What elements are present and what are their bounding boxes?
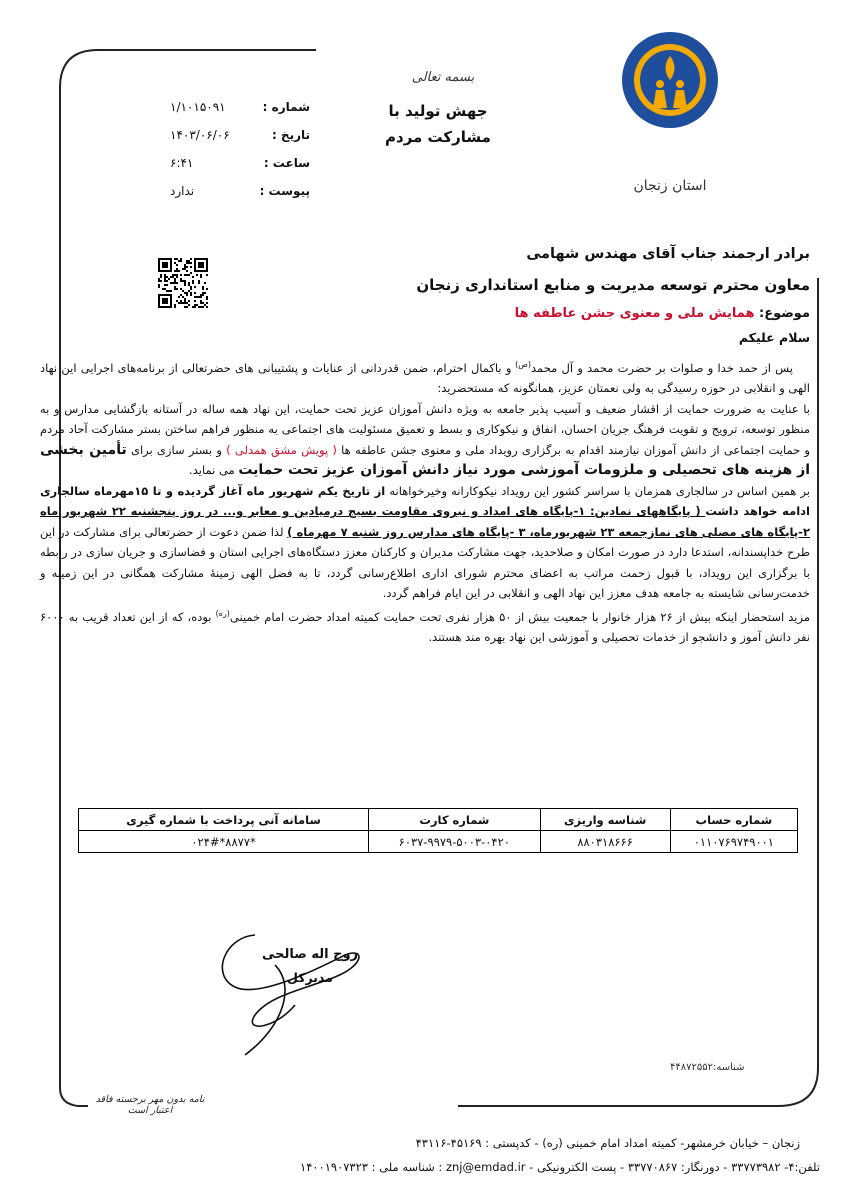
meta-date: تاریخ : ۱۴۰۳/۰۶/۰۶ [170,128,310,142]
validity-note: نامه بدون مهر برجسته فاقد اعتبار است [95,1094,205,1116]
paragraph-support: با عنایت به ضرورت حمایت از اقشار ضعیف و آسیب پذیر جامعه به ویژه دانش آموزان عزیز تحت حمایت، این نهاد همه ساله در آستانه بازگشایی مدارس و به منظور توسعه، ترویج و تقویت فرهنگ جریان احسان، انفاق و نیکوکاری و بسط و تعمیق مسئولیت های اجتماعی به منظور فراهم ساختن بستر مشارکت آحاد مردم و حمایت اجتماعی از دانش آموزان نیازمند اقدام به برگزاری رویداد ملی و معنوی جشن عاطفه ها ( پویش مشق همدلی ) و بستر سازی برای تأمین بخشی از هزینه های تحصیلی و ملزومات آموزشی مورد نیاز دانش آموزان عزیز تحت حمایت می نماید. [40,401,810,479]
emdad-logo [620,30,720,130]
subject-line: موضوع: همایش ملی و معنوی جشن عاطفه ها [514,306,810,321]
addressee-title: معاون محترم توسعه مدیریت و منابع استانداری زنجان [416,276,810,294]
letter-body [40,355,810,648]
signatory-name: روح اله صالحی [261,947,359,962]
payment-table [78,808,798,853]
account-number: ۰۱۱۰۷۶۹۷۴۹۰۰۱ [670,831,797,853]
paragraph-intro: پس از حمد خدا و صلوات بر حضرت محمد و آل محمد$^{(ص)}$ و باکمال احترام، ضمن قدردانی از عنایات و پشتیبانی های حضرتعالی از برنامه‌های اجرایی این نهاد الهی و انقلابی در حوزه رسیدگی به ولی نعمتان عزیز، همانگونه که مستحضرید: [40,360,810,396]
footer-contact: تلفن:۴- ۳۳۷۷۳۹۸۲ - دورنگار: ۳۳۷۷۰۸۶۷ - پست الکترونیکی - znj@emdad.ir : شناسه ملی : ۱۴۰۰۱۹۰۷۳۲۳ [300,1160,820,1174]
paragraph-schedule: بر همین اساس در سالجاری همزمان با سراسر کشور این رویداد نیکوکارانه وخیرخواهانه از تاریخ یکم شهریور ماه آغاز گردیده و تا ۱۵مهرماه سالجاری ادامه خواهد داشت ( پایگاههای نمادین: ۱-پایگاه های امداد و نیروی مقاومت بسیج درمیادین و معابر و... در روز پنجشنبه ۲۲ شهریور ماه ۲-پایگاه های مصلی های نمازجمعه ۲۳ شهریورماه، ۳ -پایگاه های مدارس روز شنبه ۷ مهرماه ) لذا ضمن دعوت از حضرتعالی برای مشارکت در این طرح خداپسندانه، استدعا دارد در صورت امکان و صلاحدید، جهت مشارکت مدیران و کارکنان معزز دستگاه‌های اجرایی استان و فضاسازی و جریان سازی در رابطه با برگزاری این رویداد، با قبول زحمت مراتب به اعضای محترم شورای اداری اطلاع‌رسانی گردد، تا به فضل الهی زمینهٔ مشارکت همگانی در این زمینه و خدمت‌رسانی شایسته به جامعه هدف معزز این نهاد الهی و انقلابی در این ایام فراهم گردد. [40,483,811,601]
subject-text: همایش ملی و معنوی جشن عاطفه ها [514,306,755,321]
signatory-title: مدیرکل [287,970,333,985]
header-ussd: سامانه آنی پرداخت با شماره گیری [79,809,369,831]
province-label: استان زنجان [633,178,707,194]
bismillah: بسمه تعالی [411,70,475,85]
header-deposit-id: شناسه واریزی [540,809,670,831]
meta-number: شماره : ۱/۱۰۱۵۰۹۱ [170,100,310,114]
table-header-row [79,809,798,831]
document-identifier: شناسه:۴۴۸۷۲۵۵۲ [670,1062,745,1073]
table-row [79,831,798,853]
slogan: جهش تولید با مشارکت مردم [385,102,491,146]
signature-scribble [215,925,375,1060]
addressee: برادر ارجمند جناب آقای مهندس شهامی [526,246,810,262]
card-number: ۶۰۳۷-۹۹۷۹-۵۰۰۳-۰۴۲۰ [369,831,540,853]
header-card-number: شماره کارت [369,809,540,831]
letter-meta [170,100,310,212]
paragraph-stats: مزید استحضار اینکه بیش از ۲۶ هزار خانوار با جمعیت بیش از ۵۰ هزار نفری تحت حمایت کمیته امداد حضرت امام خمینی$^{(ره)}$ بوده، که از این تعداد قریب به ۶۰۰۰ نفر دانش آموز و دانشجو از خدمات تحصیلی و آموزشی این نهاد بهره مند هستند. [40,608,811,645]
greeting: سلام علیکم [738,330,810,345]
deposit-id: ۸۸۰۳۱۸۶۶۶ [540,831,670,853]
header-account-number: شماره حساب [670,809,797,831]
meta-attachment: پیوست : ندارد [170,184,310,198]
meta-time: ساعت : ۶:۴۱ [170,156,310,170]
footer-address: زنجان – خیابان خرمشهر- کمیته امداد امام خمینی (ره) - کدپستی : ۴۵۱۶۹-۴۳۱۱۶ [415,1136,800,1150]
qr-code-icon [158,258,208,308]
ussd-code: *۸۸۷۷*۰۲۴# [79,831,369,853]
